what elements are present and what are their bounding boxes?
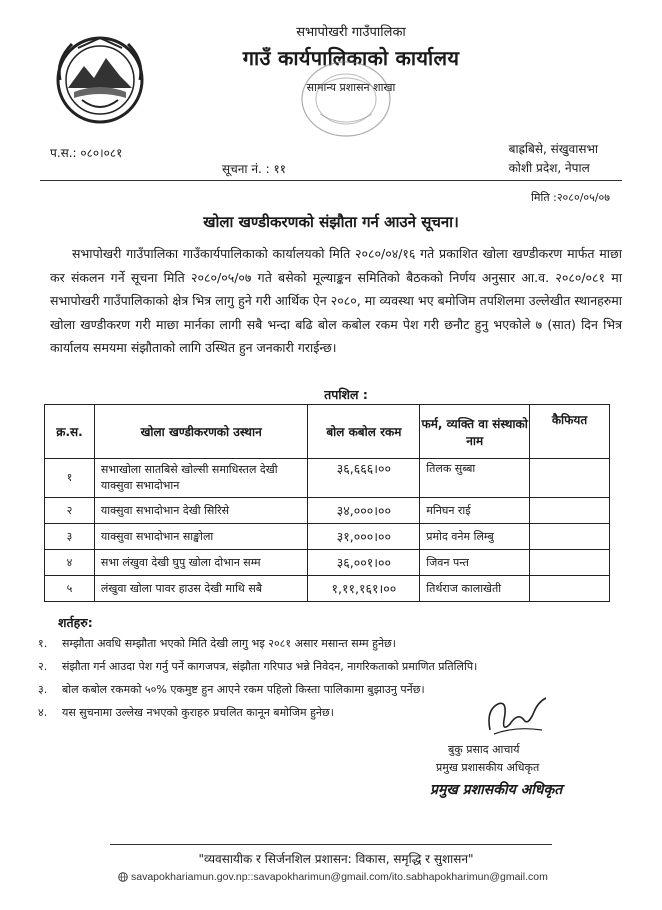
table-row [45,550,610,576]
cell-amount: ३१,०००।०० [308,524,420,550]
cell-location: सभा लंखुवा देखी घुपु खोला दोभान सम्म [94,550,308,576]
cell-sn: २ [45,498,95,524]
cell-sn: १ [45,459,95,498]
cell-remarks [530,524,610,550]
cell-location: याक्सुवा सभादोभान देखी सिरिसे [94,498,308,524]
condition-text: सम्झौता अवधि सम्झौता भएको मिति देखी लागु भइ २०८१ असार मसान्त सम्म हुनेछ। [62,637,396,650]
table-row [45,524,610,550]
condition-number: ४. [38,706,48,719]
river-segment-table [44,404,610,602]
handwritten-signature [480,690,552,742]
condition-item [38,632,628,655]
notice-subject: खोला खण्डीकरणको संझौता गर्न आउने सूचना। [203,213,459,231]
condition-number: १. [38,637,48,650]
cell-sn: ३ [45,524,95,550]
cell-name: तिलक सुब्बा [420,459,530,498]
municipality-name: सभापोखरी गाउँपालिका [296,25,406,40]
cell-amount: ३४,०००।०० [308,498,420,524]
cell-amount: १,११,१६१।०० [308,576,420,602]
table-header-row [45,405,610,459]
table-caption: तपशिल : [324,387,368,402]
footer-divider [110,844,552,845]
cell-name: प्रमोद वनेम लिम्बु [420,524,530,550]
table-row [45,576,610,602]
cell-remarks [530,576,610,602]
cell-sn: ५ [45,576,95,602]
condition-text: यस सुचनामा उल्लेख नभएको कुराहरु प्रचलित कानून बमोजिम हुनेछ। [62,706,334,719]
cell-name: जिवन पन्त [420,550,530,576]
conditions-title: शर्तहरु: [58,615,93,630]
cell-location: याक्सुवा सभादोभान साङ्खोला [94,524,308,550]
office-title: गाउँ कार्यपालिकाको कार्यालय [242,46,460,70]
cell-remarks [530,550,610,576]
col-header-amount: बोल कबोल रकम [308,405,420,459]
cell-location: लंखुवा खोला पावर हाउस देखी माथि सबै [94,576,308,602]
contact-text: savapokhariamun.gov.np::savapokharimun@gmail.com/ito.sabhapokharimun@gmail.com [131,871,548,883]
notice-date: मिति :२०८०/०५/०७ [531,191,610,204]
office-address [509,140,598,178]
fiscal-reference: प.स.: ०८०।०८१ [50,146,123,160]
cell-remarks [530,459,610,498]
col-header-location: खोला खण्डीकरणको उस्थान [94,405,308,459]
col-header-name: फर्म, व्यक्ति वा संस्थाको नाम [420,405,530,459]
condition-text: बोल कबोल रकमको ५०% एकमुष्ट हुन आएने रकम पहिलो किस्ता पालिकामा बुझाउनु पर्नेछ। [62,683,425,696]
condition-item [38,655,628,678]
cell-amount: ३६,६६६।०० [308,459,420,498]
notice-body: सभापोखरी गाउँपालिका गाउँकार्यपालिकाको कार्यालयको मिति २०८०/०४/१६ गते प्रकाशित खोला खण्डीकरण मार्फत माछा कर संकलन गर्ने सूचना मिति २०८०/०५/०७ गते बसेको मूल्याङ्कन समितिको बैठकको निर्णय अनुसार आ.व. २०८०/०८१ मा सभापोखरी गाउँपालिकाको क्षेत्र भित्र लागु हुने गरी आर्थिक ऐन २०८०, मा व्यवस्था भए बमोजिम तपशिलमा उल्लेखीत स्थानहरुमा खोला खण्डीकरण गरी माछा मार्नका लागी सबै भन्दा बढि बोल कबोल रकम पेश गरी छनौट हुनु भएकोले ७ (सात) दिन भित्र कार्यालय समयमा संझौताको लागि उस्थित हुन जनकारी गराईन्छ। [50,246,622,355]
table-row [45,459,610,498]
address-line-2: कोशी प्रदेश, नेपाल [508,161,590,175]
signatory-title: प्रमुख प्रशासकीय अधिकृत [436,761,540,774]
cell-amount: ३६,००१।०० [308,550,420,576]
signatory-name: बुकु प्रसाद आचार्य [448,743,520,756]
cell-sn: ४ [45,550,95,576]
footer-contact [118,871,548,883]
globe-icon [118,872,128,882]
cell-location: सभाखोला सातबिसे खोल्सी समाधिस्तल देखी याक्सुवा सभादोभान [94,459,308,498]
notice-number: सूचना नं. : ११ [222,162,286,176]
cell-name: तिर्थराज कालाखेती [420,576,530,602]
condition-text: संझौता गर्न आउदा पेश गर्नु पर्ने कागजपत्र, संझौता गरिपाउ भन्ने निवेदन, नागरिकताको प्रमाणित प्रतिलिपि। [62,660,478,673]
cell-remarks [530,498,610,524]
footer-motto: "व्यवसायीक र सिर्जनशिल प्रशासन: विकास, समृद्धि र सुशासन" [198,852,474,866]
col-header-remarks: कैफियत [530,405,610,459]
header-divider [40,180,622,181]
section-name: सामान्य प्रशासन शाखा [306,81,396,94]
condition-number: ३. [38,683,48,696]
table-row [45,498,610,524]
col-header-sn: क्र.स. [45,405,95,459]
cell-name: मनिघन राई [420,498,530,524]
office-seal-stamp [298,58,394,140]
address-line-1: बाह्रबिसे, संखुवासभा [508,142,598,156]
signatory-stamp: प्रमुख प्रशासकीय अधिकृत [430,782,563,798]
condition-number: २. [38,660,48,673]
